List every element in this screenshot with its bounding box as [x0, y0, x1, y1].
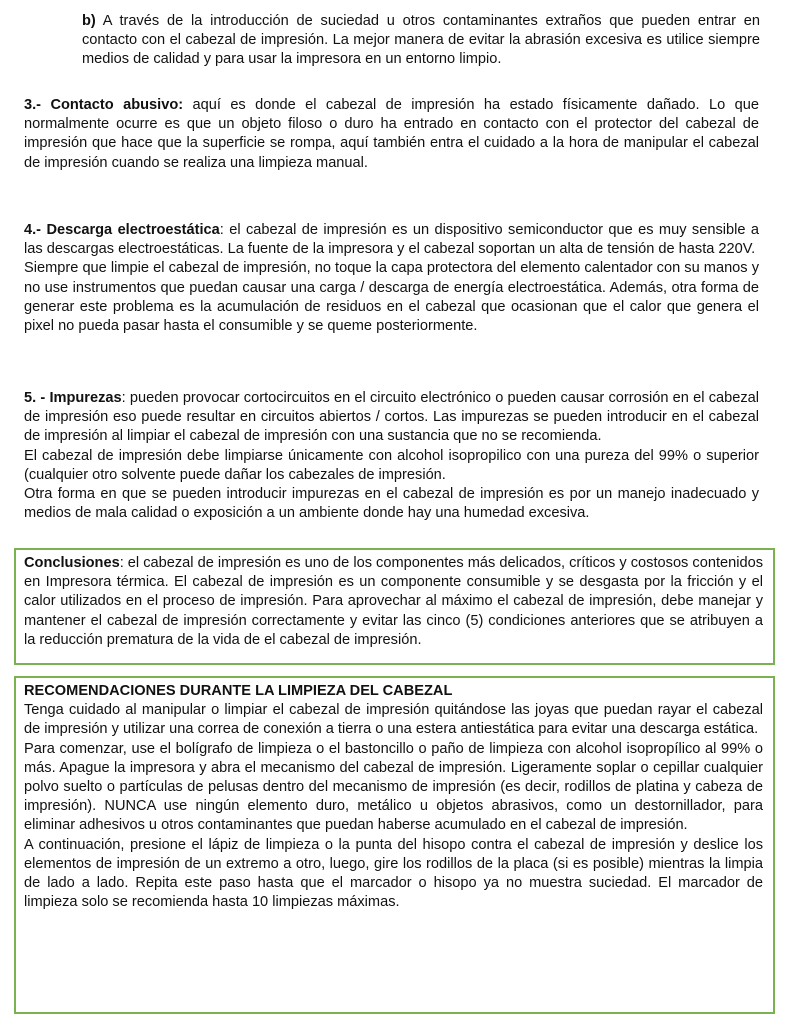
section-3-paragraph — [24, 96, 759, 173]
section-5-label: 5. - Impurezas — [24, 390, 122, 406]
section-5-paragraph — [24, 389, 759, 523]
section-5-text: : pueden provocar cortocircuitos en el circuito electrónico o pueden causar corrosión en el cabezal de impresión eso puede resultar en circuitos abiertos / cortos. Las impurezas se pueden introducir en el cabezal de impresión al limpiar el cabezal de impresión con una sustancia que no se recomienda. — [24, 390, 759, 445]
section-b-text: A través de la introducción de suciedad u otros contaminantes extraños que pueden entrar en contacto con el cabezal de impresión. La mejor manera de evitar la abrasión excesiva es utilice siempre medios de calidad y para usar la impresora en un entorno limpio. — [82, 13, 760, 68]
section-5-text-2: El cabezal de impresión debe limpiarse únicamente con alcohol isopropilico con una pureza del 99% o superior (cualquier otro solvente puede dañar los cabezales de impresión. — [24, 447, 759, 483]
recommendations-content — [24, 682, 763, 912]
section-4-text: : el cabezal de impresión es un dispositivo semiconductor que es muy sensible a las descargas electroestáticas. La fuente de la impresora y el cabezal soportan un alta de tensión de hasta 220V. — [24, 222, 759, 258]
recommendations-paragraph-3: A continuación, presione el lápiz de limpieza o la punta del hisopo contra el cabezal de impresión y deslice los elementos de impresión de un extremo a otro, luego, gire los rodillos de la placa (si es posible) mientras la limpia de lado a lado. Repita este paso hasta que el marcador o hisopo ya no muestra suciedad. El marcador de limpieza solo se recomienda hasta 10 limpiezas máximas. — [24, 836, 763, 911]
section-b-label: b) — [82, 13, 96, 29]
recommendations-paragraph-1: Tenga cuidado al manipular o limpiar el cabezal de impresión quitándose las joyas que puedan rayar el cabezal de impresión y utilizar una correa de conexión a tierra o una estera antiestática para evitar una descarga estática. — [24, 702, 763, 738]
recommendations-box — [14, 676, 775, 1014]
section-3-text: aquí es donde el cabezal de impresión ha estado físicamente dañado. Lo que normalmente ocurre es que un objeto filoso o duro ha entrado en contacto con el protector del cabezal de impresión que hace que la superficie se rompa, aquí también entra el cuidado a la hora de manipular el cabezal de impresión cuando se realiza una limpieza manual. — [24, 97, 759, 171]
conclusions-paragraph — [24, 554, 763, 650]
conclusions-text: : el cabezal de impresión es uno de los componentes más delicados, críticos y costosos contenidos en Impresora térmica. El cabezal de impresión es un componente consumible y se desgasta por la fricción y el calor utilizados en el proceso de impresión. Para aprovechar al máximo el cabezal de impresión, debe manejar y mantener el cabezal de impresión correctamente y evitar las cinco (5) condiciones anteriores que se atribuyen a la reducción prematura de la vida de el cabezal de impresión. — [24, 555, 763, 648]
section-4-paragraph — [24, 221, 759, 336]
section-3-label: 3.- Contacto abusivo: — [24, 97, 184, 113]
section-4-label: 4.- Descarga electroestática — [24, 222, 220, 238]
recommendations-paragraph-2: Para comenzar, use el bolígrafo de limpieza o el bastoncillo o paño de limpieza con alcohol isopropílico al 99% o más. Apague la impresora y abra el mecanismo del cabezal de impresión. Ligeramente soplar o cepillar cualquier polvo suelto o partículas de pelusas dentro del mecanismo de impresión (es decir, rodillos de platina y cabeza de impresión). NUNCA use ningún elemento duro, metálico u objetos abrasivos, como un destornillador, para eliminar adhesivos u otros contaminantes que puedan haberse acumulado en el cabezal de impresión. — [24, 740, 763, 834]
recommendations-title: RECOMENDACIONES DURANTE LA LIMPIEZA DEL CABEZAL — [24, 683, 453, 699]
section-5-text-3: Otra forma en que se pueden introducir impurezas en el cabezal de impresión es por un manejo inadecuado y medios de mala calidad o exposición a un ambiente donde hay una humedad excesiva. — [24, 486, 759, 522]
conclusions-label: Conclusiones — [24, 555, 120, 571]
conclusions-box — [14, 548, 775, 665]
section-4-text-2: Siempre que limpie el cabezal de impresión, no toque la capa protectora del elemento calentador con su manos y no use instrumentos que puedan causar una carga / descarga de energía electroestática. Además, otra forma de generar este problema es la acumulación de residuos en el cabezal que ocasionan que el calor que genera el pixel no pueda pasar hasta el consumible y se queme posteriormente. — [24, 260, 759, 335]
section-b-paragraph — [82, 12, 760, 70]
